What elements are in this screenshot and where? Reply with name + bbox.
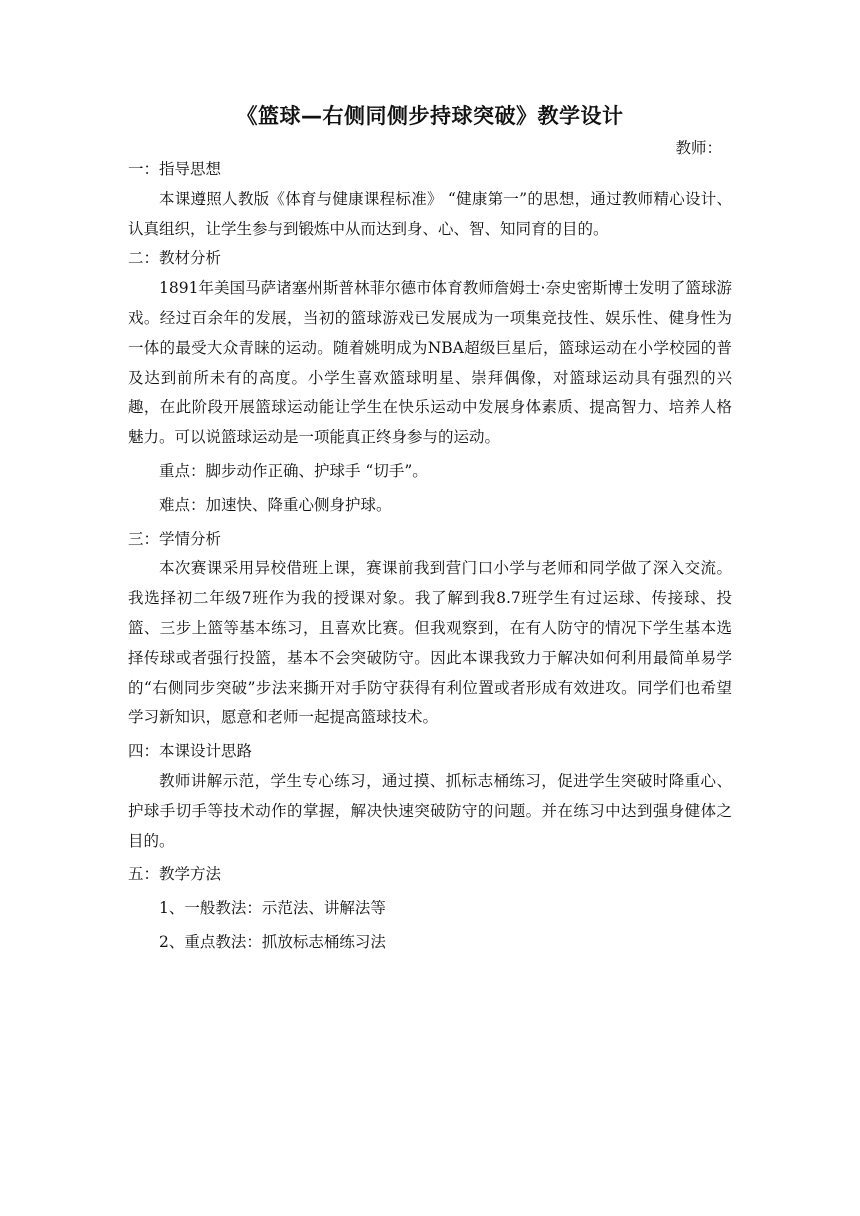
method-item-general: 1、一般教法：示范法、讲解法等 bbox=[159, 899, 386, 918]
key-point-text: 重点：脚步动作正确、护球手 “切手”。 bbox=[159, 461, 428, 480]
paragraph-material-analysis: 1891年美国马萨诸塞州斯普林菲尔德市体育教师詹姆士·奈史密斯博士发明了篮球游戏。经过百余年的发展，当初的篮球游戏已发展成为一项集竞技性、娱乐性、健身性为一体的最受大众青睐的运动。随着姚明成为NBA超级巨星后，篮球运动在小学校园的普及达到前所未有的高度。小学生喜欢篮球明星、崇拜偶像，对篮球运动具有强烈的兴趣，在此阶段开展篮球运动能让学生在快乐运动中发展身体素质、提高智力、培养人格魅力。可以说篮球运动是一项能真正终身参与的运动。 bbox=[128, 279, 732, 447]
section-heading-material-analysis: 二：教材分析 bbox=[128, 249, 222, 268]
difficulty-text: 难点：加速快、降重心侧身护球。 bbox=[159, 495, 392, 514]
document-title: 《篮球—右侧同侧步持球突破》教学设计 bbox=[236, 104, 624, 128]
section-heading-design-idea: 四：本课设计思路 bbox=[128, 742, 253, 761]
paragraph-guiding-thought: 本课遵照人教版《体育与健康课程标准》 “健康第一”的思想，通过教师精心设计、认真组织，让学生参与到锻炼中从而达到身、心、智、知同育的目的。 bbox=[128, 189, 732, 238]
paragraph-design-idea: 教师讲解示范，学生专心练习，通过摸、抓标志桶练习，促进学生突破时降重心、护球手切手等技术动作的掌握，解决快速突破防守的问题。并在练习中达到强身健体之目的。 bbox=[128, 771, 732, 850]
section-heading-guiding-thought: 一：指导思想 bbox=[128, 160, 222, 178]
teacher-label: 教师： bbox=[675, 139, 722, 157]
document-body bbox=[128, 155, 732, 958]
section-heading-teaching-methods: 五：教学方法 bbox=[128, 865, 222, 884]
paragraph-student-analysis: 本次赛课采用异校借班上课，赛课前我到营门口小学与老师和同学做了深入交流。我选择初二年级7班作为我的授课对象。我了解到我8.7班学生有过运球、传接球、投篮、三步上篮等基本练习，且喜欢比赛。但我观察到，在有人防守的情况下学生基本选择传球或者强行投篮，基本不会突破防守。因此本课我致力于解决如何利用最简单易学的“右侧同步突破”步法来撕开对手防守获得有利位置或者形成有效进攻。同学们也希望学习新知识，愿意和老师一起提高篮球技术。 bbox=[128, 559, 732, 727]
method-item-key: 2、重点教法：抓放标志桶练习法 bbox=[159, 932, 386, 951]
section-heading-student-analysis: 三：学情分析 bbox=[128, 529, 222, 548]
